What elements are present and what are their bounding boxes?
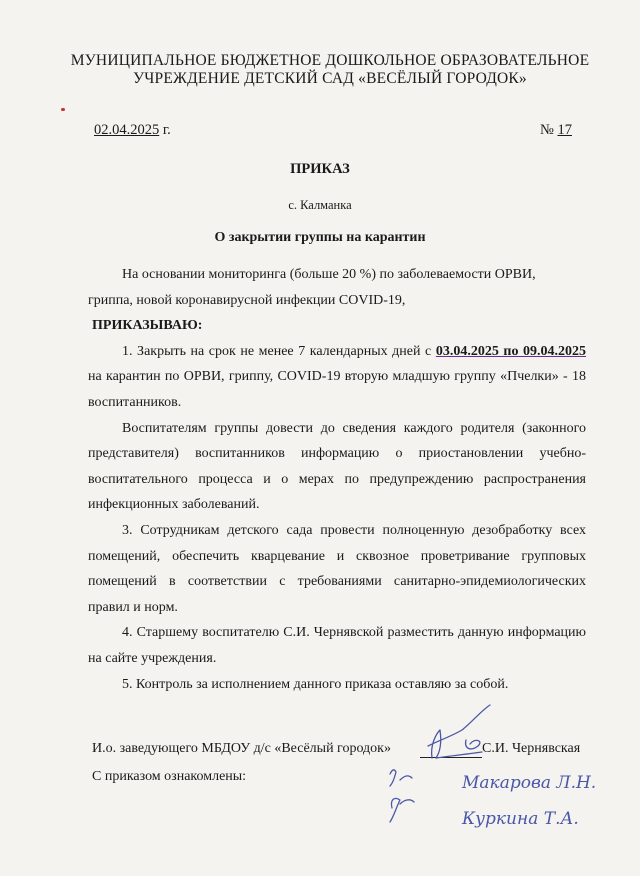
handwritten-name-1: Макарова Л.Н.: [462, 773, 597, 793]
intro-line-1: На основании мониторинга (больше 20 %) по заболеваемости ОРВИ,: [122, 267, 536, 282]
handwritten-signatures: [370, 700, 610, 850]
acquainted-label: С приказом ознакомлены:: [92, 769, 247, 784]
item-2: Воспитателям группы довести до сведения каждого родителя (законного представителя) воспитанников информацию о приостановлении учебно-воспитательного процесса и о мерах по предупреждению распространения инфекционных заболеваний.: [88, 420, 586, 513]
decree-word: ПРИКАЗЫВАЮ:: [92, 318, 203, 334]
document-title: ПРИКАЗ: [290, 161, 350, 177]
org-line-2: УЧРЕЖДЕНИЕ ДЕТСКИЙ САД «ВЕСЁЛЫЙ ГОРОДОК»: [133, 70, 527, 87]
order-number: [540, 122, 572, 139]
item-5: 5. Контроль за исполнением данного приказа оставляю за собой.: [122, 676, 509, 692]
order-number-value: 17: [557, 122, 572, 138]
red-mark: [61, 108, 65, 111]
order-number-label: №: [540, 122, 554, 138]
document-subject: О закрытии группы на карантин: [214, 230, 426, 245]
item-1-pre: 1. Закрыть на срок не менее 7 календарных дней с: [122, 343, 432, 359]
signer-position: И.о. заведующего МБДОУ д/с «Весёлый городок»: [92, 741, 391, 756]
intro-line-2: гриппа, новой коронавирусной инфекции COVID-19,: [88, 292, 406, 308]
document-body: [88, 262, 586, 697]
handwritten-name-2: Куркина Т.А.: [462, 809, 579, 829]
document-place: с. Калманка: [288, 198, 352, 212]
item-3: 3. Сотрудникам детского сада провести полноценную дезобработку всех помещений, обеспечить кварцевание и сквозное проветривание групповых помещений в соответствии с требованиями санитарно-эпидемиологических правил и норм.: [88, 522, 586, 615]
org-line-1: МУНИЦИПАЛЬНОЕ БЮДЖЕТНОЕ ДОШКОЛЬНОЕ ОБРАЗОВАТЕЛЬНОЕ: [70, 52, 590, 69]
order-date-value: 02.04.2025: [94, 122, 160, 138]
handwritten-names: [461, 773, 596, 829]
item-4: 4. Старшему воспитателю С.И. Чернявской разместить данную информацию на сайте учреждения.: [88, 625, 586, 666]
item-1-period: 03.04.2025 по 09.04.2025: [435, 343, 587, 359]
item-1: [88, 339, 586, 416]
item-1-post: на карантин по ОРВИ, гриппу, COVID-19 вторую младшую группу «Пчелки» - 18 воспитанников.: [88, 369, 586, 410]
organization-header: [60, 52, 600, 88]
signer-name: С.И. Чернявская: [482, 741, 581, 756]
order-date: [94, 122, 171, 139]
order-date-suffix: г.: [162, 122, 171, 138]
